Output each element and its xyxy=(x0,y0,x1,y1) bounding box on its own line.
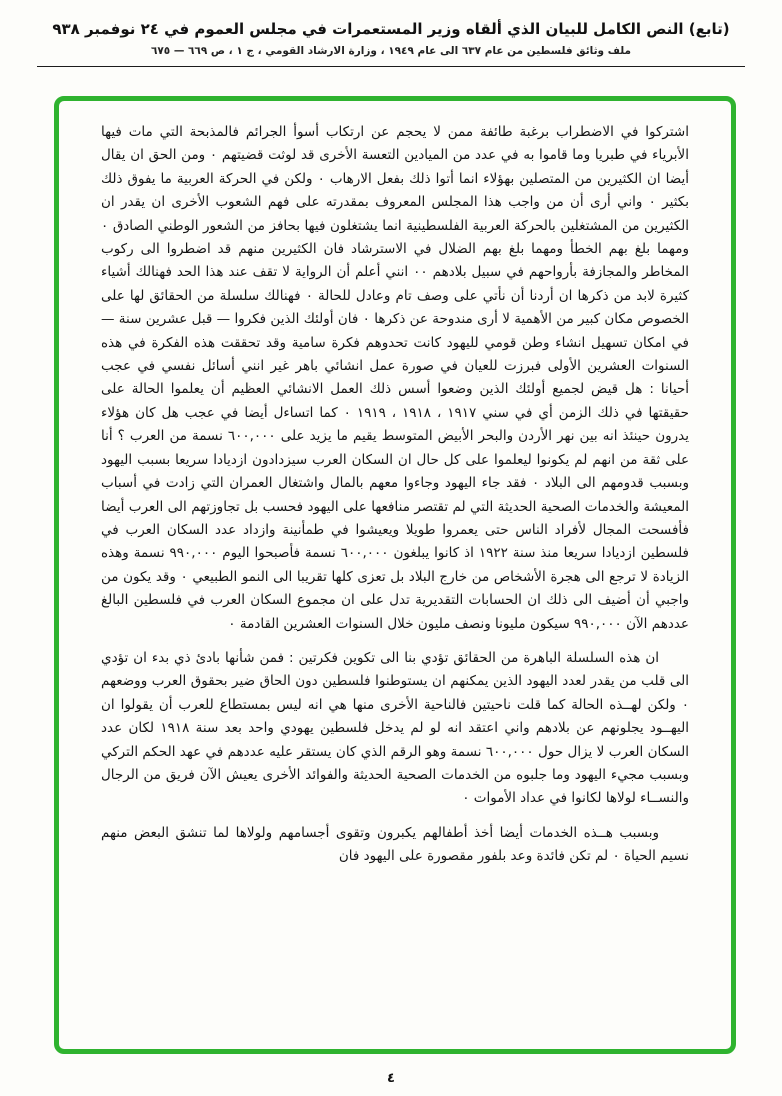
green-border-frame xyxy=(54,96,736,1054)
document-source-line: ملف وثائق فلسطين من عام ٦٣٧ الى عام ١٩٤٩ ، وزارة الارشاد القومي ، ج ١ ، ص ٦٦٩ — ٦٧٥ xyxy=(150,45,632,57)
page-number: ٤ xyxy=(387,1071,395,1086)
body-paragraph-2: ان هذه السلسلة الباهرة من الحقائق تؤدي بنا الى تكوين فكرتين : فمن شأنها بادئ ذي بدء ان تؤدي الى قلب من يقدر لعدد اليهود الذين يمكنهم ان يستوطنوا فلسطين دون الحاق ضير بحقوق العرب ووضعهم ٠ ولكن لهــذه الحالة كما قلت ناحيتين فالناحية الأخرى منها هي انه ليس بمستطاع للعرب أن يقولوا ان اليهــود يجلونهم عن بلادهم واني اعتقد انه لو لم يدخل فلسطين يهودي واحد بعد سنة ١٩١٨ لكان عدد السكان العرب لا يزال حول ٦٠٠,٠٠٠ نسمة وهو الرقم الذي كان يستقر عليه عددهم في عهد الحكم التركي وبسبب مجيء اليهود وما جلبوه من الخدمات الصحية الحديثة والفوائد الأخرى يعيش الآن فريق من الرجال والنســاء لولاها لكانوا في عداد الأموات ٠ xyxy=(101,649,689,807)
document-title: (تابع) النص الكامل للبيان الذي ألقاه وزير المستعمرات في مجلس العموم في ٢٤ نوفمبر ٩٣٨ xyxy=(52,20,730,38)
header-divider xyxy=(37,66,745,67)
body-paragraph-1: اشتركوا في الاضطراب برغبة طائفة ممن لا يحجم عن ارتكاب أسوأ الجرائم فالمذبحة التي مات فيها الأبرياء في طبريا وما قاموا به في عدد من الميادين التعسة الأخرى قد لوثت قضيتهم ٠ ومن الحق ان يقال أيضا ان الكثيرين من المتصلين بهؤلاء انما أتوا ذلك بفعل الارهاب ٠ ولكن في الحركة العربية ما يفوق ذلك بكثير ٠ واني أرى أن من واجب هذا المجلس المعروف بمقدرته على فهم الشعوب الأخرى ان يقدر ان الكثيرين من المشتغلين بالحركة العربية الفلسطينية انما يشتغلون فيها بحافز من الشعور الوطني الصادق ٠ ومهما بلغ بهم الخطأ ومهما بلغ بهم الضلال في الاسترشاد فان الكثيرين منهم قد اضطروا الى ركوب المخاطر والمجازفة بأرواحهم في سبيل بلادهم ٠٠ انني أعلم أن الرواية لا تقف عند هذا الحد فهنالك أشياء كثيرة لابد من ذكرها ان أردنا أن نأتي على وصف تام وعادل للحالة ٠ فهنالك سلسلة من الحقائق لها على الخصوص مكان كبير من الأهمية لا أرى مندوحة عن ذكرها ٠ فان أولئك الذين فكروا — قبل عشرين سنة — في امكان تسهيل انشاء وطن قومي لليهود كانت تحدوهم فكرة سامية وقد تحققت هذه الفكرة في هذه السنوات العشرين الأولى فبرزت للعيان في صورة عمل انشائي باهر غير انني أسائل نفسي في عجب أحيانا : هل قيض لجميع أولئك الذين وضعوا أسس ذلك العمل الانشائي العظيم أن يعلموا الحالة على حقيقتها في ذلك الزمن أي في سني ١٩١٧ ، ١٩١٨ ، ١٩١٩ ٠ كما اتساءل أيضا في عجب هل كان هؤلاء يدرون حينئذ انه بين نهر الأردن والبحر الأبيض المتوسط يقيم ما يزيد على ٦٠٠,٠٠٠ نسمة من العرب ؟ أنا على ثقة من انهم لم يكونوا ليعلموا على كل حال ان السكان العرب سيزدادون ازديادا سريعا بسبب اليهود وبسبب قدومهم الى البلاد ٠ فقد جاء اليهود وجاءوا معهم بالمال واشتغال العمران التي زادت في أسباب المعيشة والخدمات الصحية الحديثة التي لم تقتصر منافعها على اليهود فحسب بل تجاوزتهم الى العرب أيضا فأفسحت المجال لأفراد الناس حتى يعمروا طويلا ويعيشوا في طمأنينة وازداد عدد السكان العرب في فلسطين ازديادا سريعا منذ سنة ١٩٢٢ اذ كانوا يبلغون ٦٠٠,٠٠٠ نسمة فأصبحوا اليوم ٩٩٠,٠٠٠ نسمة وهذه الزيادة لا ترجع الى هجرة الأشخاص من خارج البلاد بل تعزى كلها تقريبا الى النمو الطبيعي ٠ وقد يكون من واجبي أن أضيف الى ذلك ان الحسابات التقديرية تدل على ان مجموع السكان العرب في فلسطين البالغ عددهم الآن ٩٩٠,٠٠٠ سيكون مليونا ونصف مليون خلال السنوات العشرين القادمة ٠ xyxy=(101,124,690,632)
page-header xyxy=(0,0,782,67)
body-paragraph-3: وبسبب هــذه الخدمات أيضا أخذ أطفالهم يكبرون وتقوى أجسامهم ولولاها لما تنشق البعض منهم نسيم الحياة ٠ لم تكن فائدة وعد بلفور مقصورة على اليهود فان xyxy=(101,824,689,865)
